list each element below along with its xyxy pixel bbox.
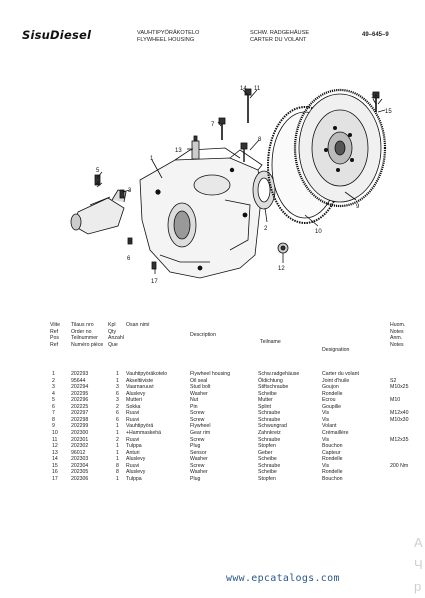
cell-qty: 2: [116, 436, 119, 443]
callout-16: 16: [371, 94, 378, 100]
callout-1: 1: [150, 156, 154, 162]
cell-fi: Ruuvi: [126, 436, 140, 443]
callout-10: 10: [315, 229, 322, 235]
cell-fi: Aluslevy: [126, 390, 146, 397]
cell-note: M12x35: [390, 436, 409, 443]
cell-en: Screw: [190, 410, 205, 417]
cell-fr: Ecrou: [322, 397, 336, 404]
cell-fr: Bouchon: [322, 475, 343, 482]
cell-fi: Aluslevy: [126, 469, 146, 476]
cell-fi: Tulppa: [126, 475, 142, 482]
cell-en: Screw: [190, 416, 205, 423]
cell-en: Nut: [190, 397, 199, 404]
cell-fi: Vaarnaruuvi: [126, 384, 154, 391]
cell-qty: 1: [116, 429, 119, 436]
cell-fr: Rondelle: [322, 456, 343, 463]
cell-qty: 8: [116, 462, 119, 469]
cell-order: 202303: [71, 456, 89, 463]
cell-qty: 1: [116, 449, 119, 456]
callout-13: 13: [175, 148, 182, 154]
cell-en: Gear rim: [190, 429, 211, 436]
cell-order: 202302: [71, 443, 89, 450]
cell-order: 202296: [71, 397, 89, 404]
cell-de: Splint: [258, 403, 271, 410]
cell-qty: 3: [116, 397, 119, 404]
cell-de: Scheibe: [258, 456, 277, 463]
cell-fr: Bouchon: [322, 443, 343, 450]
cell-order: 202299: [71, 423, 89, 430]
cell-de: Mutter: [258, 397, 273, 404]
col-notes-header: Huom. Notes Anm. Notes: [390, 322, 406, 348]
cell-en: Stud bolt: [190, 384, 211, 391]
edge-glyph-2: Ч: [414, 557, 423, 572]
cell-pos: 13: [52, 449, 58, 456]
part-number: 49–645–9: [362, 32, 389, 38]
col-order-header: Tilaus nro Order no Teilnummer Numéro pièce: [71, 322, 104, 348]
cell-en: Washer: [190, 456, 208, 463]
callout-6: 6: [127, 256, 131, 262]
cell-fr: Capteur: [322, 449, 341, 456]
cell-order: 202297: [71, 410, 89, 417]
cell-fi: Ruuvi: [126, 410, 140, 417]
col-name-en-header: Description: [190, 332, 216, 338]
cell-fi: Aluslevy: [126, 456, 146, 463]
cell-order: 95644: [71, 377, 86, 384]
cell-note: 200 Nm: [390, 462, 409, 469]
title-fi: VAUHTIPYÖRÄKOTELO: [137, 30, 200, 36]
cell-de: Schraube: [258, 462, 281, 469]
cell-fr: Vis: [322, 436, 330, 443]
cell-fr: Vis: [322, 416, 330, 423]
cell-qty: 1: [116, 443, 119, 450]
cell-pos: 17: [52, 475, 58, 482]
cell-note: S2: [390, 377, 397, 384]
cell-qty: 6: [116, 390, 119, 397]
cell-fi: Akseltiiviste: [126, 377, 154, 384]
cell-en: Flywheel: [190, 423, 211, 430]
cell-de: Scheibe: [258, 390, 277, 397]
cell-fr: Joint d'huile: [322, 377, 350, 384]
cell-pos: 1: [52, 371, 55, 377]
cell-pos: 15: [52, 462, 58, 469]
callout-15: 15: [385, 109, 392, 115]
cell-fi: Tulppa: [126, 443, 142, 450]
cell-pos: 4: [52, 390, 55, 397]
col-pos-header: Viite Ref Pos Ref: [50, 322, 60, 348]
callout-12: 12: [278, 266, 285, 272]
cell-pos: 9: [52, 423, 55, 430]
cell-de: Geber: [258, 449, 273, 456]
cell-de: Schraube: [258, 416, 281, 423]
cell-en: Pin: [190, 403, 198, 410]
cell-qty: 6: [116, 410, 119, 417]
cell-fi: Ruuvi: [126, 462, 140, 469]
cell-pos: 11: [52, 436, 58, 443]
cell-fr: Rondelle: [322, 469, 343, 476]
cell-order: 202298: [71, 416, 89, 423]
callout-5: 5: [96, 168, 100, 174]
cell-de: Stopfen: [258, 475, 276, 482]
col-qty-header: Kpl Qty Anzahl Que: [108, 322, 124, 348]
cell-qty: 1: [116, 475, 119, 482]
cell-fi: Mutteri: [126, 397, 142, 404]
cell-en: Washer: [190, 390, 208, 397]
cell-note: M10: [390, 397, 401, 404]
title-fr: CARTER DU VOLANT: [250, 37, 307, 43]
cell-de: Schraube: [258, 436, 281, 443]
cell-en: Flywheel housing: [190, 371, 231, 377]
callout-9: 9: [356, 204, 360, 210]
cell-fr: Crémaillère: [322, 429, 349, 436]
cell-pos: 3: [52, 384, 55, 391]
cell-order: 202295: [71, 390, 89, 397]
cell-fr: Volant: [322, 423, 337, 430]
cell-fi: Sokka: [126, 403, 141, 410]
cell-note: M12x40: [390, 410, 409, 417]
cell-order: 202305: [71, 469, 89, 476]
callout-8: 8: [258, 137, 262, 143]
cell-pos: 5: [52, 397, 55, 404]
callout-14: 14: [240, 86, 247, 92]
cell-order: 202293: [71, 371, 89, 377]
cell-en: Washer: [190, 469, 208, 476]
cell-qty: 8: [116, 469, 119, 476]
callout-2: 2: [264, 226, 268, 232]
table-row-17: [0, 476, 425, 483]
cell-fr: Carter du volant: [322, 371, 359, 377]
col-name-de-header: Teilname: [260, 339, 281, 345]
cell-note: M10x30: [390, 416, 409, 423]
title-en: FLYWHEEL HOUSING: [137, 37, 195, 43]
callout-4: 4: [96, 181, 100, 187]
cell-de: Öldichtung: [258, 377, 283, 384]
cell-en: Sensor: [190, 449, 207, 456]
cell-qty: 1: [116, 377, 119, 384]
cell-de: Schraube: [258, 410, 281, 417]
cell-de: Schw.radgehäuse: [258, 371, 300, 377]
cell-qty: 3: [116, 384, 119, 391]
cell-en: Screw: [190, 436, 205, 443]
edge-glyph-3: р: [414, 579, 422, 594]
cell-qty: 2: [116, 403, 119, 410]
cell-order: 202301: [71, 436, 89, 443]
cell-fi: Ruuvi: [126, 416, 140, 423]
cell-de: Stopfen: [258, 443, 276, 450]
cell-de: Zahnkreiz: [258, 429, 281, 436]
sisudiesel-logo: SisuDiesel: [22, 28, 92, 42]
cell-pos: 16: [52, 469, 58, 476]
cell-fr: Goupille: [322, 403, 342, 410]
cell-qty: 1: [116, 371, 119, 377]
cell-fi: Vauhtipyörä: [126, 423, 154, 430]
cell-qty: 1: [116, 456, 119, 463]
col-name-fi-header: Osan nimi: [126, 322, 150, 328]
cell-pos: 7: [52, 410, 55, 417]
cell-order: 202306: [71, 475, 89, 482]
cell-de: Scheibe: [258, 469, 277, 476]
cell-fr: Vis: [322, 462, 330, 469]
cell-fi: Anturi: [126, 449, 140, 456]
cell-qty: 6: [116, 416, 119, 423]
cell-pos: 10: [52, 429, 58, 436]
callout-7: 7: [211, 122, 215, 128]
cell-pos: 12: [52, 443, 58, 450]
cell-en: Plug: [190, 443, 201, 450]
callout-11: 11: [254, 86, 261, 92]
callout-3: 3: [128, 188, 132, 194]
edge-glyph-1: А: [414, 535, 423, 550]
cell-pos: 6: [52, 403, 55, 410]
title-de: SCHW. RADGEHÄUSE: [250, 30, 310, 36]
cell-fr: Goujon: [322, 384, 339, 391]
cell-qty: 1: [116, 423, 119, 430]
cell-de: Schwungrad: [258, 423, 287, 430]
cell-fi: +Hammaskehä: [126, 429, 162, 436]
cell-order: 202294: [71, 384, 89, 391]
cell-en: Oil seal: [190, 377, 208, 384]
cell-order: 96012: [71, 449, 86, 456]
cell-pos: 8: [52, 416, 55, 423]
cell-order: 202304: [71, 462, 89, 469]
cell-order: 202300: [71, 429, 89, 436]
cell-fi: Vauhtipyöräkotelo: [126, 371, 168, 377]
cell-pos: 14: [52, 456, 58, 463]
watermark-link[interactable]: www.epcatalogs.com: [226, 573, 340, 584]
cell-de: Stiftschraube: [258, 384, 289, 391]
cell-note: M10x25: [390, 384, 409, 391]
cell-fr: Rondelle: [322, 390, 343, 397]
cell-pos: 2: [52, 377, 55, 384]
cell-fr: Vis: [322, 410, 330, 417]
col-name-fr-header: Designation: [322, 347, 350, 353]
cell-en: Plug: [190, 475, 201, 482]
cell-en: Screw: [190, 462, 205, 469]
cell-order: 202225: [71, 403, 89, 410]
callout-17: 17: [151, 279, 158, 285]
